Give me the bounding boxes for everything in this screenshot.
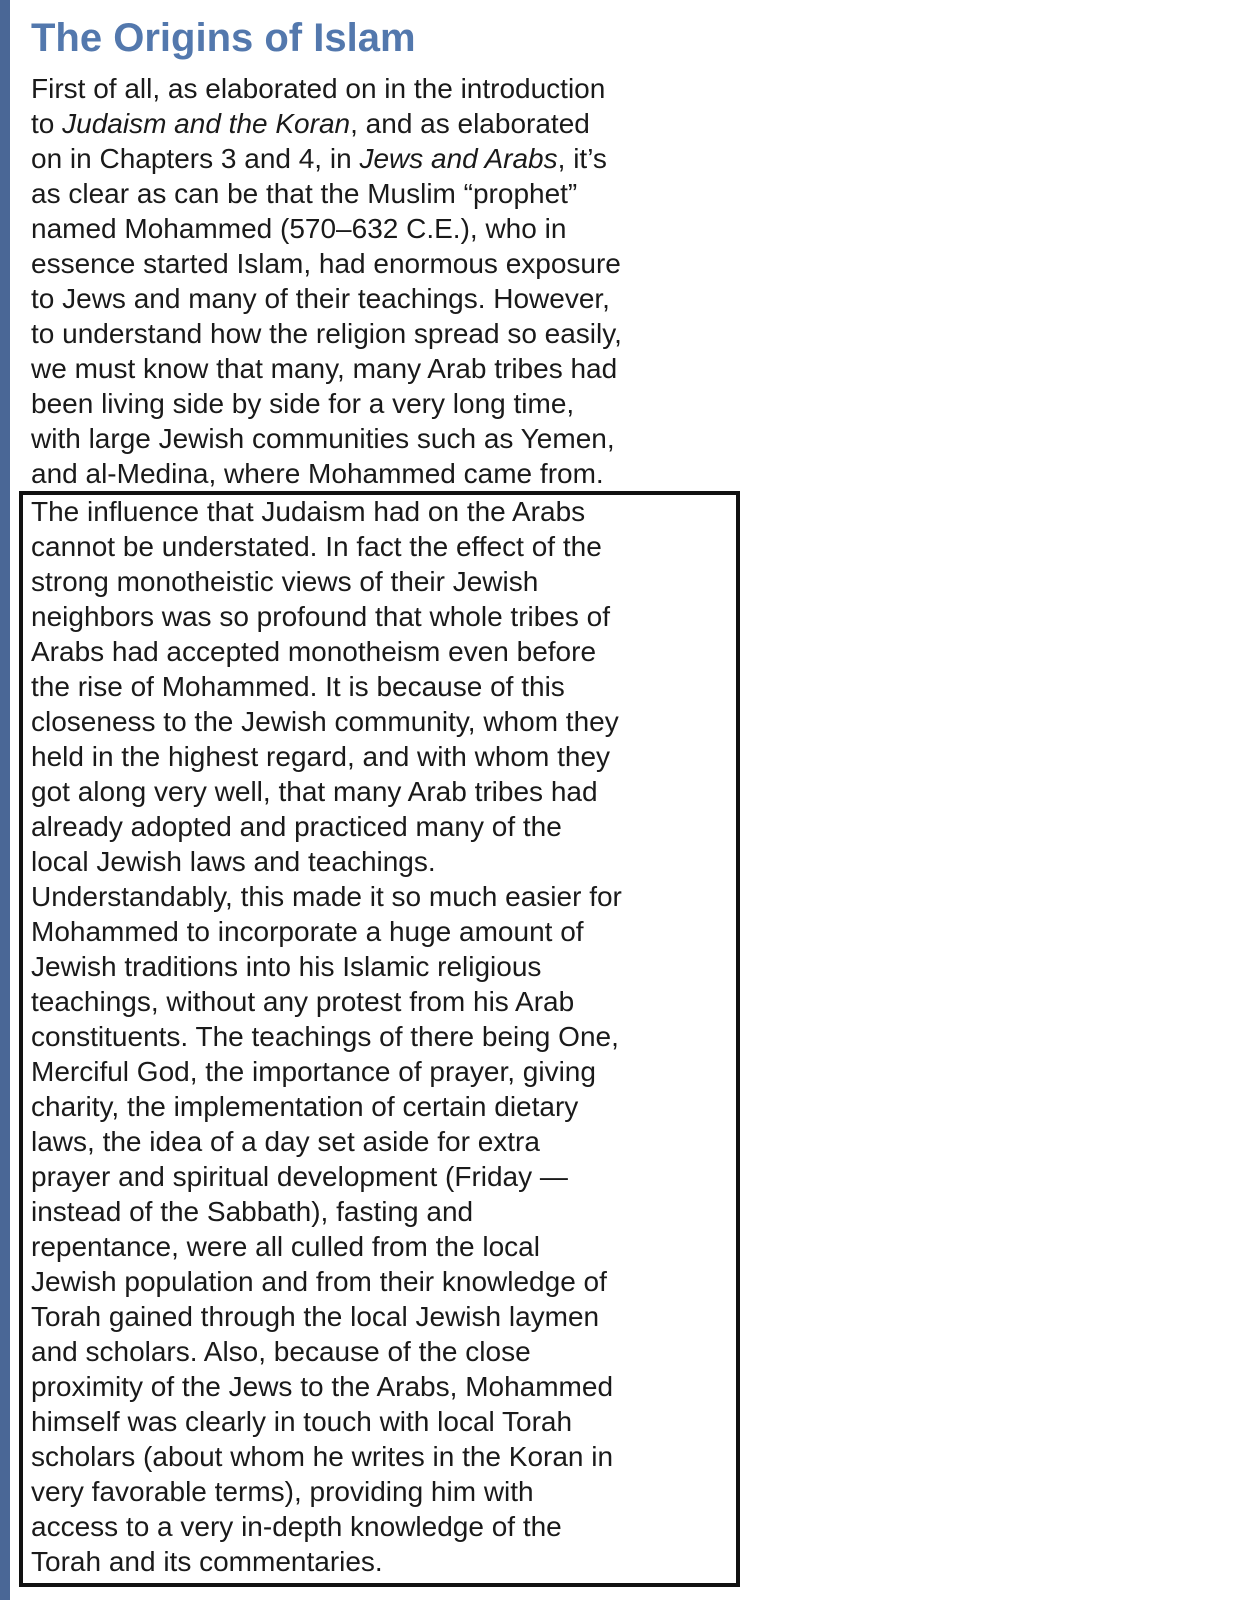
- text-line: neighbors was so profound that whole tribes of: [31, 601, 611, 632]
- text-line: instead of the Sabbath), fasting and: [31, 1196, 474, 1227]
- text-line: repentance, were all culled from the local: [31, 1231, 540, 1262]
- text-line: Mohammed to incorporate a huge amount of: [31, 916, 584, 947]
- text-line: constituents. The teachings of there being One,: [31, 1021, 619, 1052]
- text-line: to Jews and many of their teachings. However,: [31, 283, 610, 314]
- text-line: access to a very in-depth knowledge of the: [31, 1511, 562, 1542]
- text-line: Jewish population and from their knowledge of: [31, 1266, 607, 1297]
- text-line: Merciful God, the importance of prayer, giving: [31, 1056, 596, 1087]
- text-line: and al-Medina, where Mohammed came from.: [31, 458, 604, 489]
- text-line: proximity of the Jews to the Arabs, Mohammed: [31, 1371, 614, 1402]
- left-accent-bar: [0, 0, 10, 1600]
- text-line: local Jewish laws and teachings.: [31, 846, 436, 877]
- intro-paragraph: [31, 71, 711, 491]
- text-line: First of all, as elaborated on in the introduction: [31, 73, 606, 104]
- text-line: Torah and its commentaries.: [31, 1546, 383, 1577]
- text-line: charity, the implementation of certain dietary: [31, 1091, 579, 1122]
- text-line: very favorable terms), providing him with: [31, 1476, 534, 1507]
- text-line: as clear as can be that the Muslim “prophet”: [31, 178, 578, 209]
- text-line: held in the highest regard, and with whom they: [31, 741, 611, 772]
- text-line: and scholars. Also, because of the close: [31, 1336, 531, 1367]
- book-title-judaism-and-the-koran: Judaism and the Koran: [62, 108, 351, 139]
- text-line: named Mohammed (570–632 C.E.), who in: [31, 213, 567, 244]
- text-line: closeness to the Jewish community, whom they: [31, 706, 619, 737]
- text-line: Torah gained through the local Jewish laymen: [31, 1301, 600, 1332]
- text-line: to Judaism and the Koran, and as elaborated: [31, 108, 590, 139]
- text-line: strong monotheistic views of their Jewish: [31, 566, 539, 597]
- boxed-paragraph: [31, 494, 711, 1579]
- text-line: The influence that Judaism had on the Arabs: [31, 496, 586, 527]
- text-line: Understandably, this made it so much easier for: [31, 881, 622, 912]
- text-line: got along very well, that many Arab tribes had: [31, 776, 598, 807]
- text-line: Arabs had accepted monotheism even before: [31, 636, 597, 667]
- text-line: been living side by side for a very long time,: [31, 388, 575, 419]
- page-title: The Origins of Islam: [31, 16, 416, 60]
- text-line: with large Jewish communities such as Yemen,: [31, 423, 615, 454]
- text-line: cannot be understated. In fact the effect of the: [31, 531, 602, 562]
- book-title-jews-and-arabs: Jews and Arabs: [359, 143, 558, 174]
- text-line: to understand how the religion spread so easily,: [31, 318, 622, 349]
- text-line: the rise of Mohammed. It is because of this: [31, 671, 565, 702]
- text-line: on in Chapters 3 and 4, in Jews and Arabs, it’s: [31, 143, 607, 174]
- text-line: prayer and spiritual development (Friday —: [31, 1161, 568, 1192]
- text-line: already adopted and practiced many of the: [31, 811, 562, 842]
- text-line: himself was clearly in touch with local Torah: [31, 1406, 573, 1437]
- text-line: laws, the idea of a day set aside for extra: [31, 1126, 540, 1157]
- text-line: Jewish traditions into his Islamic religious: [31, 951, 542, 982]
- text-line: teachings, without any protest from his Arab: [31, 986, 575, 1017]
- text-line: essence started Islam, had enormous exposure: [31, 248, 621, 279]
- text-line: scholars (about whom he writes in the Koran in: [31, 1441, 614, 1472]
- text-line: we must know that many, many Arab tribes had: [31, 353, 618, 384]
